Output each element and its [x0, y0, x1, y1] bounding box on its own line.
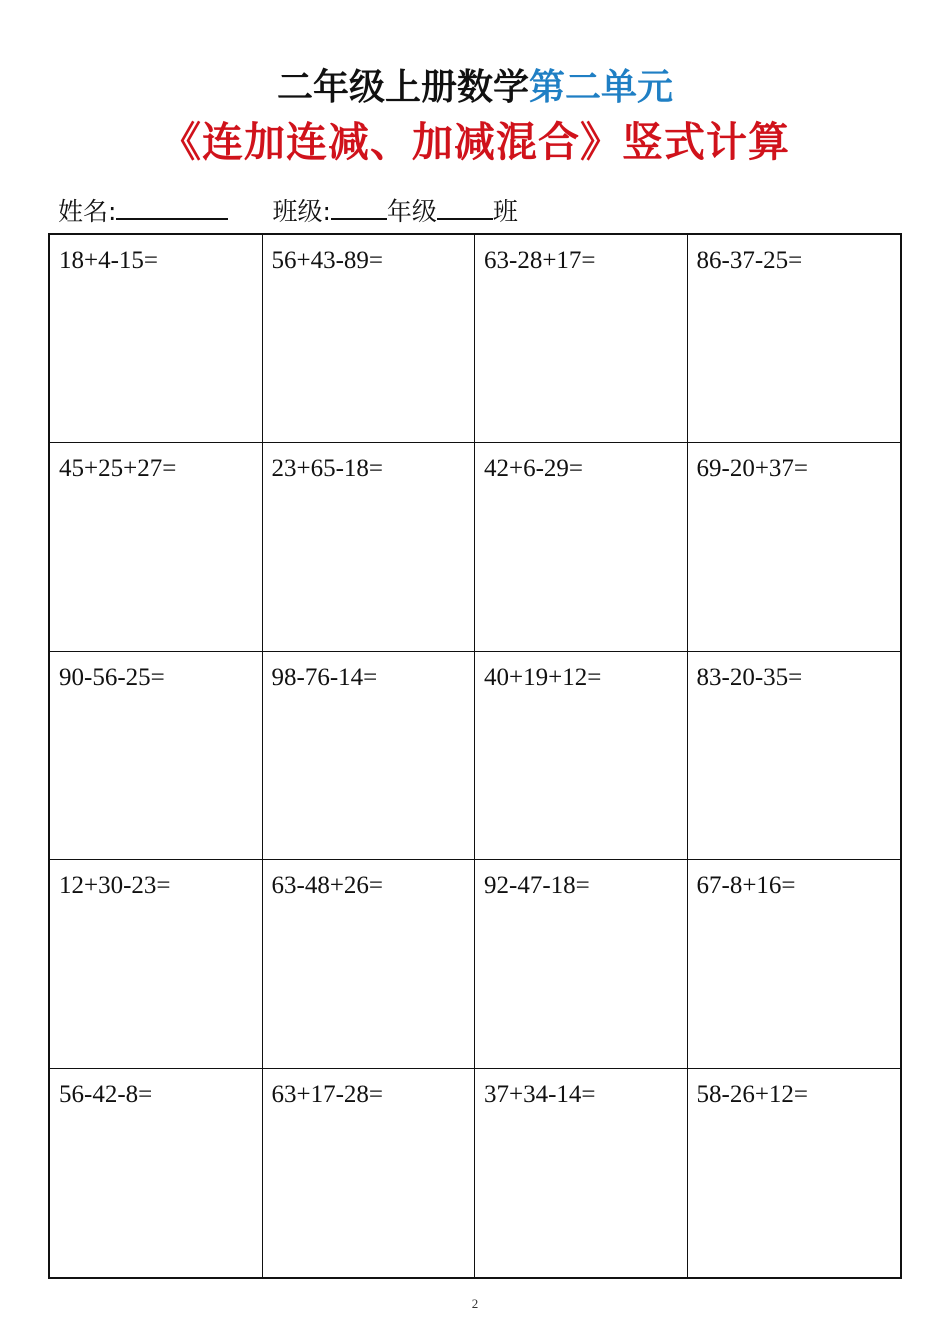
- title-grade-subject: 二年级上册数学: [276, 67, 529, 108]
- problem-cell[interactable]: 63-28+17=: [475, 235, 688, 443]
- problem-cell[interactable]: 67-8+16=: [688, 860, 901, 1068]
- problem-cell[interactable]: 12+30-23=: [50, 860, 263, 1068]
- grade-blank[interactable]: [331, 192, 387, 220]
- name-blank[interactable]: [116, 192, 228, 220]
- name-label: 姓名:: [58, 197, 117, 226]
- page-subtitle: 《连加连减、加减混合》竖式计算: [160, 118, 790, 166]
- class-label: 班级:: [272, 197, 331, 226]
- problem-cell[interactable]: 63+17-28=: [263, 1069, 476, 1277]
- problem-cell[interactable]: 42+6-29=: [475, 443, 688, 651]
- problem-cell[interactable]: 86-37-25=: [688, 235, 901, 443]
- class-blank[interactable]: [437, 192, 493, 220]
- problem-cell[interactable]: 23+65-18=: [263, 443, 476, 651]
- problem-cell[interactable]: 90-56-25=: [50, 652, 263, 860]
- page-number: 2: [471, 1296, 479, 1311]
- problem-cell[interactable]: 69-20+37=: [688, 443, 901, 651]
- title-unit: 第二单元: [529, 67, 674, 108]
- student-info-line: [58, 192, 518, 228]
- problem-cell[interactable]: 83-20-35=: [688, 652, 901, 860]
- problem-cell[interactable]: 45+25+27=: [50, 443, 263, 651]
- grade-word: 年级: [386, 197, 437, 226]
- problem-cell[interactable]: 56-42-8=: [50, 1069, 263, 1277]
- page-title: [0, 62, 950, 114]
- class-word: 班: [492, 197, 518, 226]
- problem-cell[interactable]: 56+43-89=: [263, 235, 476, 443]
- problem-cell[interactable]: 40+19+12=: [475, 652, 688, 860]
- problem-cell[interactable]: 92-47-18=: [475, 860, 688, 1068]
- problem-grid: [48, 233, 902, 1279]
- problem-cell[interactable]: 98-76-14=: [263, 652, 476, 860]
- problem-cell[interactable]: 63-48+26=: [263, 860, 476, 1068]
- problem-cell[interactable]: 18+4-15=: [50, 235, 263, 443]
- problem-cell[interactable]: 37+34-14=: [475, 1069, 688, 1277]
- problem-cell[interactable]: 58-26+12=: [696, 1080, 809, 1108]
